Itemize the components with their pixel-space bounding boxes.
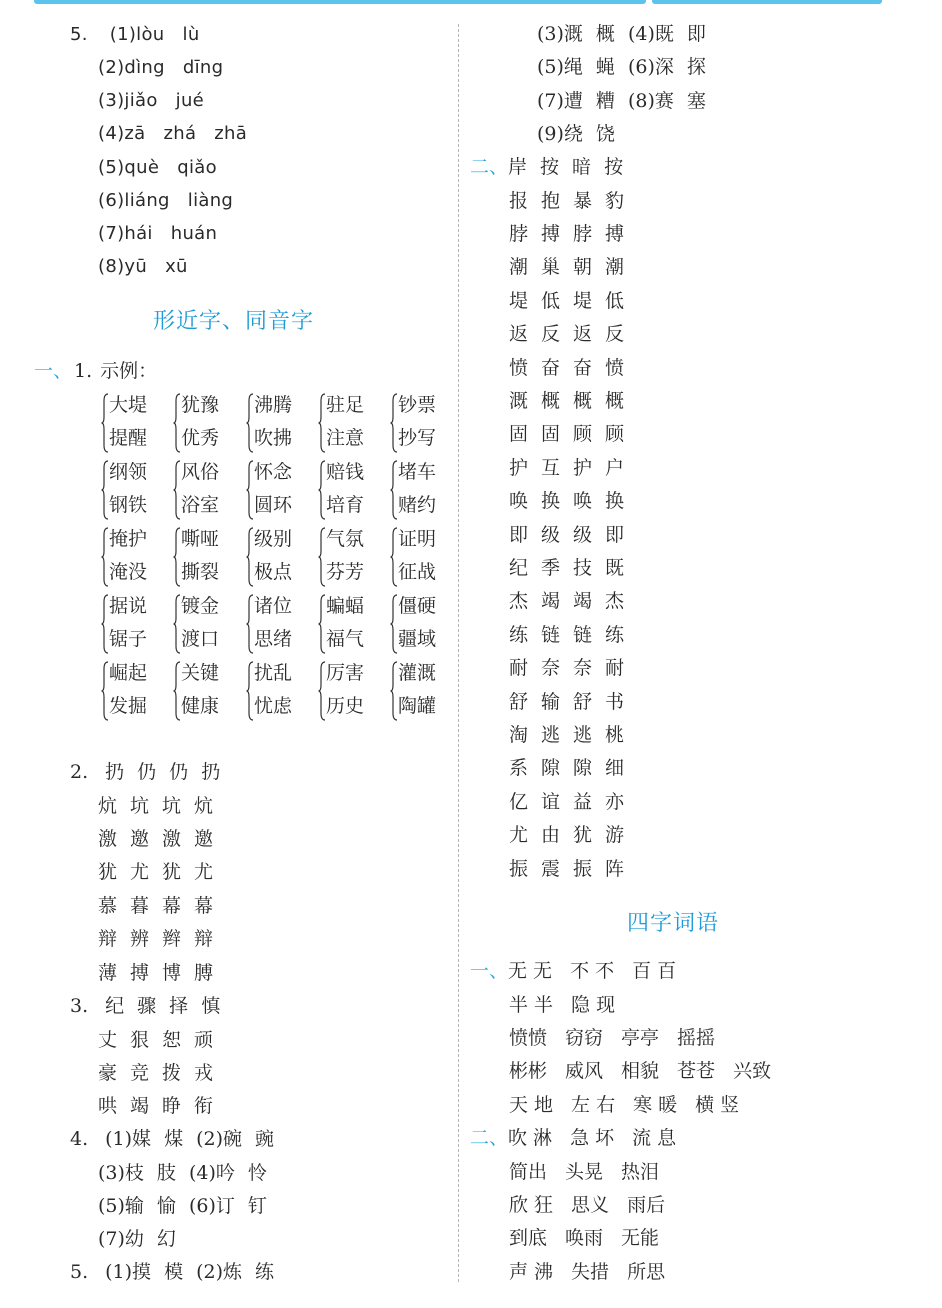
word: 忧虑 (254, 695, 293, 717)
section-marker: 一、 (34, 360, 73, 382)
word: 证明 (398, 528, 437, 550)
right-question-2-row: 固 固 顾 顾 (509, 423, 625, 446)
question-5-row: (9)绕 饶 (537, 123, 615, 146)
brace-icon (318, 594, 326, 654)
idiom-row: 彬彬 威风 相貌 苍苍 兴致 (509, 1060, 772, 1083)
word: 撕裂 (181, 561, 220, 583)
word: 锯子 (109, 628, 148, 650)
section-title: 形近字、同音字 (153, 309, 315, 334)
brace-icon (173, 661, 181, 721)
question-4-row: (3)枝 肢 (4)吟 怜 (98, 1161, 267, 1184)
word: 镀金 (181, 595, 220, 617)
question-2-row: 激 邀 激 邀 (98, 827, 214, 850)
word: 大堤 (109, 394, 148, 416)
word: 征战 (398, 561, 437, 583)
brace-icon (390, 661, 398, 721)
word: 提醒 (109, 427, 148, 449)
idiom-row: 二、吹 淋 急 坏 流 息 (470, 1122, 676, 1155)
pinyin-row: (8)yū xū (98, 256, 188, 277)
top-accent-bar-left (34, 0, 646, 4)
question-3-row: 哄 竭 睁 衔 (98, 1095, 214, 1118)
idiom-row: 简出 头晃 热泪 (509, 1160, 660, 1183)
word: 崛起 (109, 662, 148, 684)
word: 优秀 (181, 427, 220, 449)
question-1-header: 一、 1. 示例： (34, 355, 157, 388)
word: 掩护 (109, 528, 148, 550)
right-question-2-row: 练 链 链 练 (509, 623, 625, 646)
idiom-row: 声 沸 失措 所思 (509, 1260, 666, 1283)
column-divider (458, 24, 459, 1282)
pinyin-row: (5)què qiǎo (98, 157, 217, 178)
brace-icon (173, 527, 181, 587)
idiom-row: 愤愤 窃窃 亭亭 摇摇 (509, 1026, 716, 1049)
section-marker: 一、 (470, 960, 509, 982)
brace-icon (318, 460, 326, 520)
brace-icon (246, 594, 254, 654)
word: 钞票 (398, 394, 437, 416)
pinyin-row: (4)zā zhá zhā (98, 123, 248, 144)
brace-icon (318, 661, 326, 721)
question-2-row: 辩 辨 辫 辩 (98, 928, 214, 951)
word: 疆域 (398, 628, 437, 650)
question-2-row: 薄 搏 博 膊 (98, 961, 214, 984)
word: 怀念 (254, 461, 293, 483)
question-2-row: 犹 尤 犹 尤 (98, 861, 214, 884)
right-question-2-row: 杰 竭 竭 杰 (509, 590, 625, 613)
question-4-row: 4. (1)媒 煤 (2)碗 豌 (70, 1128, 275, 1150)
word: 吹拂 (254, 427, 293, 449)
brace-icon (390, 527, 398, 587)
word: 注意 (326, 427, 365, 449)
word: 健康 (181, 695, 220, 717)
section-marker: 二、 (470, 156, 509, 178)
idiom-row: 到底 唤雨 无能 (509, 1227, 660, 1250)
right-question-2-row: 系 隙 隙 细 (509, 757, 625, 780)
top-accent-bar-right (652, 0, 882, 4)
word: 据说 (109, 595, 148, 617)
brace-icon (318, 527, 326, 587)
word: 淹没 (109, 561, 148, 583)
section-title: 四字词语 (627, 911, 720, 936)
question-5-row: 5. (1)摸 模 (2)炼 练 (70, 1261, 275, 1283)
word: 诸位 (254, 595, 293, 617)
word: 发掘 (109, 695, 148, 717)
brace-icon (101, 393, 109, 453)
word: 纲领 (109, 461, 148, 483)
brace-icon (101, 594, 109, 654)
word: 圆环 (254, 494, 293, 516)
right-question-2-row: 二、岸 按 暗 按 (470, 151, 623, 184)
word: 福气 (326, 628, 365, 650)
question-5-row: (3)溉 概 (4)既 即 (537, 23, 706, 45)
question-5-row: (5)绳 蝇 (6)深 探 (537, 56, 706, 79)
word: 培育 (326, 494, 365, 516)
word: 扰乱 (254, 662, 293, 684)
word: 犹豫 (181, 394, 220, 416)
brace-icon (246, 661, 254, 721)
right-question-2-row: 护 互 护 户 (509, 456, 625, 479)
right-question-2-row: 纪 季 技 既 (509, 556, 625, 579)
right-question-2-row: 报 抱 暴 豹 (509, 189, 625, 212)
right-question-2-row: 即 级 级 即 (509, 523, 625, 546)
brace-icon (246, 393, 254, 453)
word: 级别 (254, 528, 293, 550)
brace-icon (173, 594, 181, 654)
question-4-row: (5)输 愉 (6)订 钉 (98, 1194, 267, 1217)
word: 关键 (181, 662, 220, 684)
idiom-row: 欣 狂 思义 雨后 (509, 1193, 666, 1216)
brace-icon (318, 393, 326, 453)
pinyin-row: (2)dìng dīng (98, 57, 224, 78)
word: 蝙蝠 (326, 595, 365, 617)
word: 极点 (254, 561, 293, 583)
brace-icon (101, 527, 109, 587)
right-question-2-row: 返 反 返 反 (509, 323, 625, 346)
word: 僵硬 (398, 595, 437, 617)
brace-icon (246, 460, 254, 520)
word: 灌溉 (398, 662, 437, 684)
right-question-2-row: 堤 低 堤 低 (509, 289, 625, 312)
word: 渡口 (181, 628, 220, 650)
idiom-row: 一、无 无 不 不 百 百 (470, 955, 676, 988)
right-question-2-row: 亿 谊 益 亦 (509, 790, 625, 813)
brace-icon (390, 460, 398, 520)
question-3-row: 3. 纪 骤 择 慎 (70, 995, 221, 1017)
word: 浴室 (181, 494, 220, 516)
pinyin-row: (7)hái huán (98, 223, 218, 244)
right-question-2-row: 振 震 振 阵 (509, 857, 625, 880)
pinyin-row: 5. (1)lòu lù (70, 18, 200, 51)
word: 历史 (326, 695, 365, 717)
question-2-row: 2. 扔 仍 仍 扔 (70, 761, 221, 783)
word: 抄写 (398, 427, 437, 449)
question-3-row: 豪 竞 拨 戎 (98, 1061, 214, 1084)
pinyin-row: (3)jiǎo jué (98, 90, 205, 111)
right-question-2-row: 舒 输 舒 书 (509, 690, 625, 713)
brace-icon (173, 460, 181, 520)
brace-icon (390, 594, 398, 654)
right-question-2-row: 潮 巢 朝 潮 (509, 256, 625, 279)
question-2-row: 炕 坑 坑 炕 (98, 794, 214, 817)
word: 气氛 (326, 528, 365, 550)
brace-icon (101, 661, 109, 721)
brace-icon (246, 527, 254, 587)
word: 赌约 (398, 494, 437, 516)
right-question-2-row: 淘 逃 逃 桃 (509, 723, 625, 746)
word: 风俗 (181, 461, 220, 483)
word: 嘶哑 (181, 528, 220, 550)
word: 钢铁 (109, 494, 148, 516)
brace-icon (173, 393, 181, 453)
question-2-row: 慕 暮 幕 幕 (98, 894, 214, 917)
right-question-2-row: 耐 奈 奈 耐 (509, 657, 625, 680)
question-5-row: (7)遭 糟 (8)赛 塞 (537, 89, 706, 112)
word: 陶罐 (398, 695, 437, 717)
right-question-2-row: 唤 换 唤 换 (509, 490, 625, 513)
word: 厉害 (326, 662, 365, 684)
idiom-row: 天 地 左 右 寒 暖 横 竖 (509, 1093, 740, 1116)
brace-icon (390, 393, 398, 453)
word: 沸腾 (254, 394, 293, 416)
word: 赔钱 (326, 461, 365, 483)
right-question-2-row: 脖 搏 脖 搏 (509, 222, 625, 245)
right-question-2-row: 尤 由 犹 游 (509, 824, 625, 847)
word: 堵车 (398, 461, 437, 483)
question-number: 5. (70, 24, 88, 45)
pinyin-row: (6)liáng liàng (98, 190, 234, 211)
brace-icon (101, 460, 109, 520)
word: 思绪 (254, 628, 293, 650)
section-marker: 二、 (470, 1127, 509, 1149)
right-question-2-row: 溉 概 概 概 (509, 389, 625, 412)
word: 驻足 (326, 394, 365, 416)
question-4-row: (7)幼 幻 (98, 1228, 176, 1251)
word: 芬芳 (326, 561, 365, 583)
right-question-2-row: 愤 奋 奋 愤 (509, 356, 625, 379)
question-3-row: 丈 狠 恕 顽 (98, 1028, 214, 1051)
idiom-row: 半 半 隐 现 (509, 993, 616, 1016)
